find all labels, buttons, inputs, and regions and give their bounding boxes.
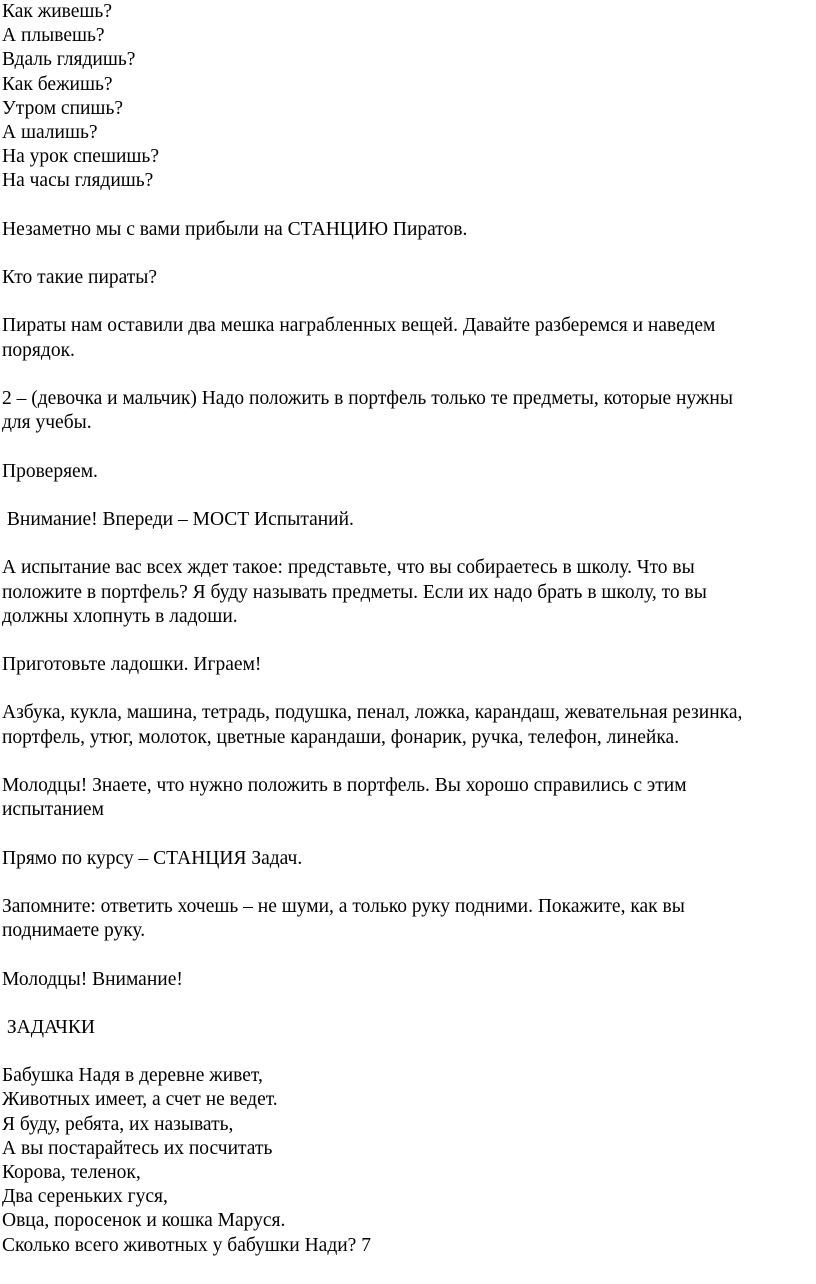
ready-paragraph: Приготовьте ладошки. Играем!: [2, 654, 262, 676]
bags-paragraph: [2, 314, 810, 362]
paragraph-line: для учебы.: [2, 412, 92, 434]
paragraph-line: 2 – (девочка и мальчик) Надо положить в портфель только те предметы, которые нужны: [2, 388, 733, 409]
poem-line: А плывешь?: [2, 25, 105, 47]
paragraph-line: порядок.: [2, 339, 75, 361]
paragraph-gap: [2, 532, 810, 556]
paragraph-line: Азбука, кукла, машина, тетрадь, подушка, пенал, ложка, карандаш, жевательная резинка,: [2, 702, 743, 724]
items-paragraph: [2, 701, 810, 749]
bridge-paragraph: Внимание! Впереди – МОСТ Испытаний.: [2, 508, 354, 530]
tasks-heading: ЗАДАЧКИ: [2, 1016, 95, 1038]
poem-line: Животных имеет, а счет не ведет.: [2, 1089, 278, 1111]
grandma-poem: [2, 1064, 810, 1258]
attention-paragraph: Молодцы! Внимание!: [2, 968, 183, 990]
well-done-paragraph: [2, 774, 810, 822]
paragraph-gap: [2, 750, 810, 774]
paragraph-line: Пираты нам оставили два мешка награбленных вещей. Давайте разберемся и наведем: [2, 315, 716, 337]
poem-line: Утром спишь?: [2, 97, 123, 119]
check-paragraph: Проверяем.: [2, 460, 98, 482]
paragraph-line: Запомните: ответить хочешь – не шуми, а только руку подними. Покажите, как вы: [2, 895, 685, 917]
remember-paragraph: [2, 895, 810, 943]
paragraph-gap: [2, 629, 810, 653]
station-tasks-paragraph: Прямо по курсу – СТАНЦИЯ Задач.: [2, 847, 303, 869]
paragraph-line: поднимаете руку.: [2, 920, 146, 942]
paragraph-gap: [2, 871, 810, 895]
paragraph-gap: [2, 943, 810, 967]
poem-line: На урок спешишь?: [2, 146, 159, 168]
paragraph-line: положите в портфель? Я буду называть предметы. Если их надо брать в школу, то вы: [2, 581, 707, 603]
poem-line: Овца, поросенок и кошка Маруся.: [2, 1210, 286, 1232]
poem-line: Вдаль глядишь?: [2, 49, 136, 71]
paragraph-gap: [2, 822, 810, 846]
paragraph-line: Молодцы! Знаете, что нужно положить в портфель. Вы хорошо справились с этим: [2, 775, 687, 796]
poem-line: Сколько всего животных у бабушки Нади? 7: [2, 1234, 371, 1256]
poem-line: Я буду, ребята, их называть,: [2, 1113, 234, 1135]
paragraph-line: должны хлопнуть в ладоши.: [2, 605, 238, 627]
paragraph-gap: [2, 484, 810, 508]
paragraph-gap: [2, 363, 810, 387]
paragraph-gap: [2, 677, 810, 701]
poem-line: Бабушка Надя в деревне живет,: [2, 1065, 263, 1087]
poem-line: А шалишь?: [2, 121, 98, 143]
paragraph-line: испытанием: [2, 799, 104, 821]
paragraph-gap: [2, 242, 810, 266]
paragraph-gap: [2, 290, 810, 314]
poem-line: А вы постарайтесь их посчитать: [2, 1137, 273, 1159]
task2-paragraph: [2, 387, 810, 435]
poem-line: На часы глядишь?: [2, 170, 154, 192]
poem-line: Два сереньких гуся,: [2, 1186, 168, 1208]
poem-line: Как живешь?: [2, 1, 112, 22]
test-paragraph: [2, 556, 810, 629]
poem-line: Как бежишь?: [2, 73, 113, 95]
paragraph-line: портфель, утюг, молоток, цветные карандаши, фонарик, ручка, телефон, линейка.: [2, 726, 680, 748]
poem-line: Корова, теленок,: [2, 1162, 141, 1183]
who-pirates-paragraph: Кто такие пираты?: [2, 267, 158, 289]
station-pirates-paragraph: Незаметно мы с вами прибыли на СТАНЦИЮ Пиратов.: [2, 218, 468, 240]
paragraph-line: А испытание вас всех ждет такое: представьте, что вы собираетесь в школу. Что вы: [2, 557, 695, 579]
paragraph-gap: [2, 992, 810, 1016]
paragraph-gap: [2, 435, 810, 459]
document-page: [2, 0, 810, 1258]
paragraph-gap: [2, 194, 810, 218]
intro-poem: [2, 0, 810, 194]
paragraph-gap: [2, 1040, 810, 1064]
